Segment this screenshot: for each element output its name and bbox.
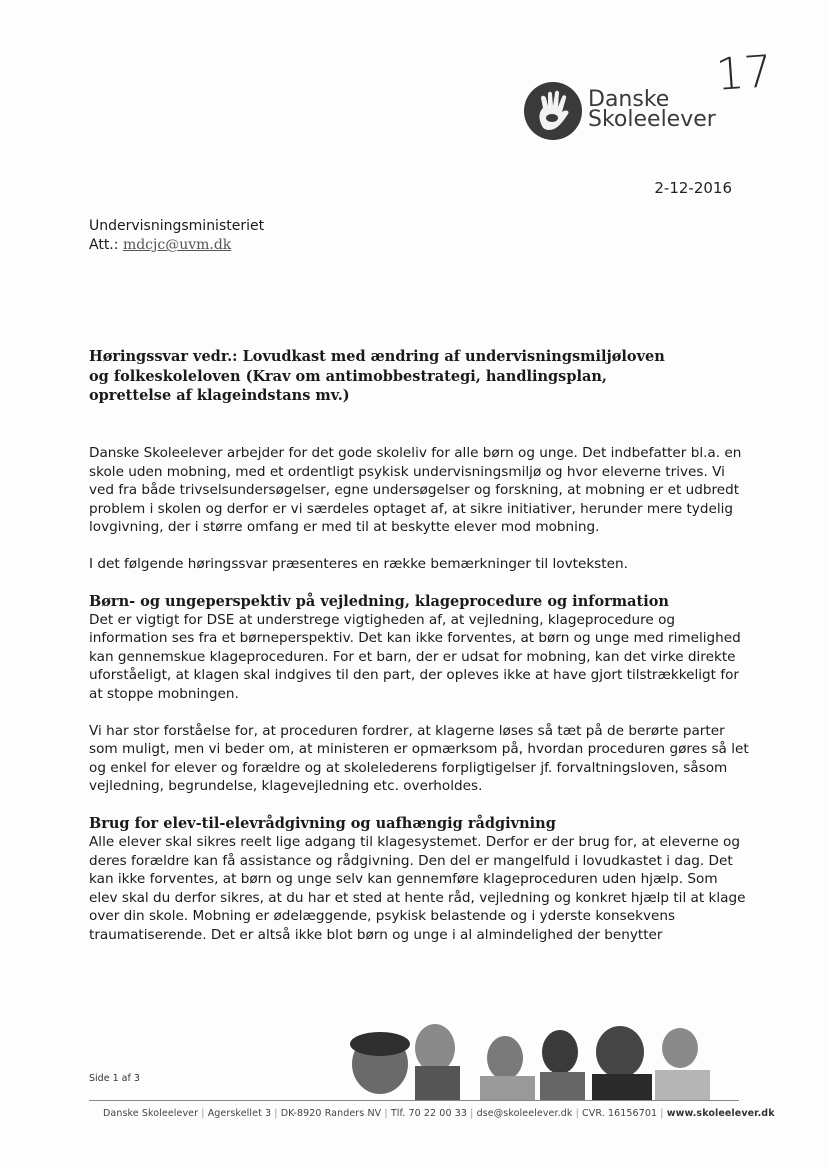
logo-wordmark — [588, 87, 716, 132]
footer-separator: | — [660, 1108, 664, 1119]
letter-subject: Høringssvar vedr.: Lovudkast med ændring af undervisningsmiljøloven og folkeskoleloven (Krav om antimobbestrategi, handlingsplan, oprettelse af klageindstans mv.) — [89, 348, 665, 404]
footer-street: Agerskellet 3 — [207, 1108, 272, 1119]
footer — [103, 1108, 775, 1119]
logo-line-1: Danske — [588, 87, 670, 112]
organization-logo — [524, 82, 734, 142]
recipient-attention — [89, 236, 264, 255]
footer-separator: | — [384, 1108, 388, 1119]
footer-separator: | — [575, 1108, 579, 1119]
att-label: Att.: — [89, 237, 119, 253]
page-indicator: Side 1 af 3 — [89, 1073, 140, 1084]
footer-email[interactable]: dse@skoleelever.dk — [476, 1108, 573, 1119]
footer-website-link[interactable]: www.skoleelever.dk — [666, 1108, 775, 1119]
footer-divider — [89, 1100, 739, 1101]
footer-phone: Tlf. 70 22 00 33 — [390, 1108, 467, 1119]
footer-separator: | — [201, 1108, 205, 1119]
footer-separator: | — [470, 1108, 474, 1119]
paragraph-intro: Danske Skoleelever arbejder for det gode skoleliv for alle børn og unge. Det indbefatter bl.a. en skole uden mobning, med et ordentligt psykisk undervisningsmiljø og hvor eleverne trives. Vi ved fra både trivselsundersøgelser, egne undersøgelser og forskning, at mobning er et udbredt problem i skolen og derfor er vi særdeles optaget af, at sikre initiativer, herunder mere tydelig lovgivning, der i større omfang er med til at beskytte elever mod mobning. — [89, 445, 742, 536]
paragraph-counseling: Alle elever skal sikres reelt lige adgang til klagesystemet. Derfor er der brug for, at eleverne og deres forældre kan få assistance og rådgivning. Den del er mangelfuld i lovudkastet i dag. Det kan ikke forventes, at børn og unge selv kan gennemføre klageproceduren uden hjælp. Som elev skal du derfor sikres, at du har et sted at hente råd, vejledning og konkret hjælp til at klage over din skole. Mobning er ødelæggende, psykisk belastende og i yderste konsekvens traumatiserende. Det er altså ikke blot børn og unge i al almindelighed der benytter — [89, 833, 746, 943]
paragraph-perspective: Det er vigtigt for DSE at understrege vigtigheden af, at vejledning, klageprocedure og information ses fra et børneperspektiv. Det kan ikke forventes, at børn og unge med rimelighed kan gennemskue klageproceduren. For et barn, der er udsat for mobning, kan det virke direkte uforståeligt, at klagen skal indgives til den part, der opleves ikke at have gjort tilstrækkeligt for at stoppe mobningen. — [89, 611, 741, 702]
recipient-email-link[interactable]: mdcjc@uvm.dk — [122, 237, 232, 253]
recipient-name: Undervisningsministeriet — [89, 218, 265, 234]
footer-cvr: CVR. 16156701 — [582, 1108, 658, 1119]
footer-separator: | — [274, 1108, 278, 1119]
footer-org: Danske Skoleelever — [103, 1108, 199, 1119]
recipient-block — [89, 217, 264, 255]
footer-city: DK-8920 Randers NV — [280, 1108, 382, 1119]
students-photo-strip — [330, 1008, 730, 1100]
letter-body — [89, 444, 749, 962]
section-heading-counseling: Brug for elev-til-elevrådgivning og uafhængig rådgivning — [89, 814, 556, 832]
hand-logo-icon — [524, 82, 582, 140]
paragraph-overview: I det følgende høringssvar præsenteres en række bemærkninger til lovteksten. — [89, 555, 628, 572]
handwritten-page-number: 17 — [714, 46, 774, 101]
logo-line-2: Skoleelever — [588, 107, 716, 132]
letter-date: 2-12-2016 — [654, 179, 732, 197]
paragraph-procedure: Vi har stor forståelse for, at proceduren fordrer, at klagerne løses så tæt på de berørte parter som muligt, men vi beder om, at ministeren er opmærksom på, hvordan proceduren gøres så let og enkel for elever og forældre og at skolelederens forpligtigelser jf. forvaltningsloven, såsom vejledning, begrundelse, klagevejledning etc. overholdes. — [89, 722, 749, 795]
section-heading-perspective: Børn- og ungeperspektiv på vejledning, klageprocedure og information — [89, 592, 669, 610]
